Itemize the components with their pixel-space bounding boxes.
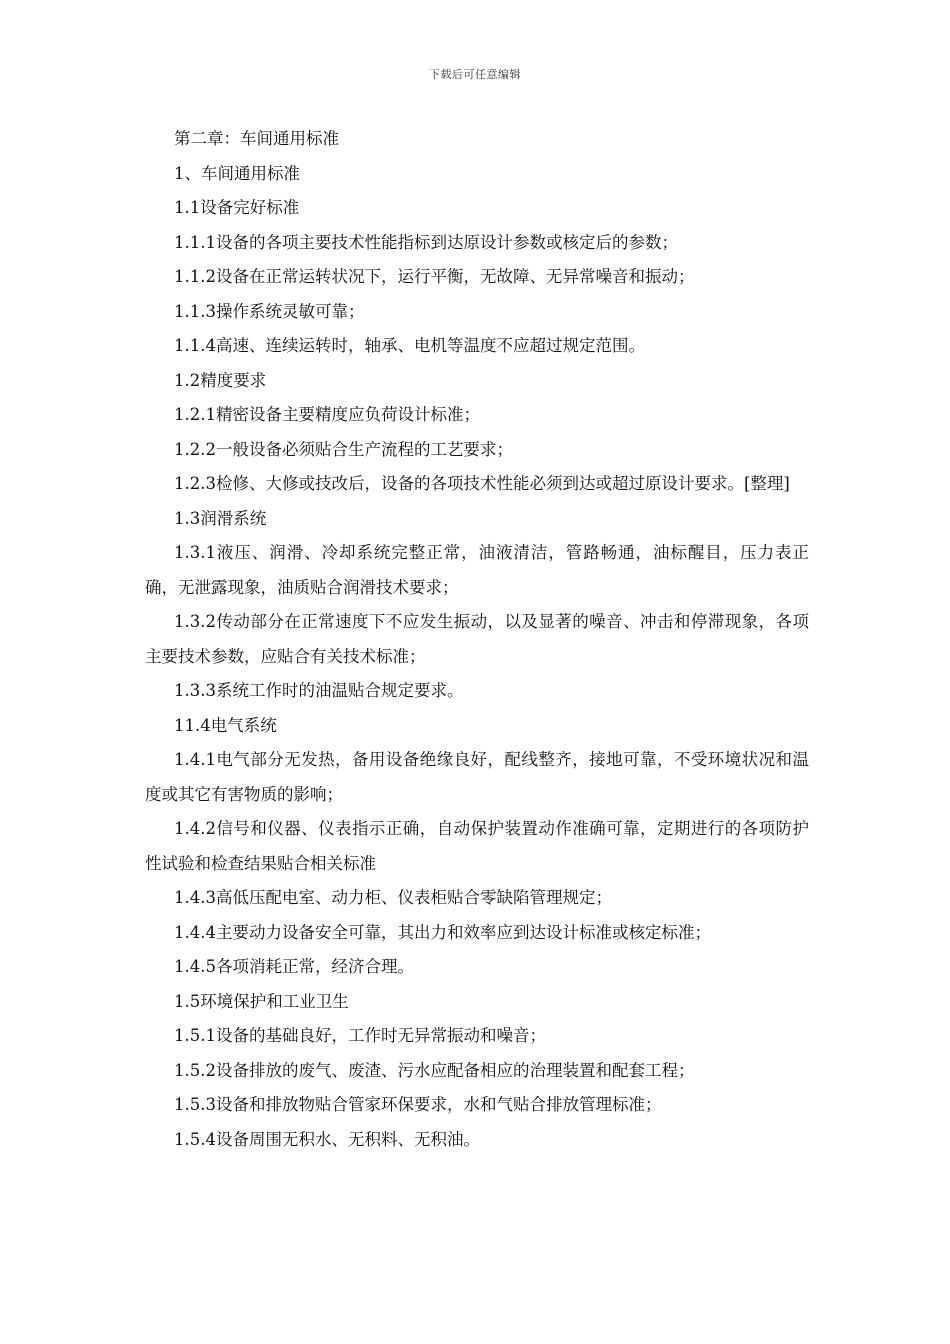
list-item: 1.3.1液压、润滑、冷却系统完整正常，油液清洁，管路畅通，油标醒目，压力表正确，无泄露现象，油质贴合润滑技术要求； xyxy=(145,543,809,597)
list-item: 1.1.2设备在正常运转状况下，运行平衡，无故障、无异常噪音和振动； xyxy=(174,267,695,286)
subsection-heading: 11.4电气系统 xyxy=(174,715,277,735)
list-item: 1.4.5各项消耗正常，经济合理。 xyxy=(174,957,414,976)
list-item: 1.1.4高速、连续运转时，轴承、电机等温度不应超过规定范围。 xyxy=(174,336,645,355)
list-item: 1.5.4设备周围无积水、无积料、无积油。 xyxy=(174,1129,480,1149)
list-item: 1.5.3设备和排放物贴合管家环保要求，水和气贴合排放管理标准； xyxy=(174,1095,662,1114)
list-item: 1.2.3检修、大修或技改后，设备的各项技术性能必须到达或超过原设计要求。[整理] xyxy=(174,474,790,493)
list-item: 1.2.1精密设备主要精度应负荷设计标准； xyxy=(174,405,480,424)
list-item: 1.5.2设备排放的废气、废渣、污水应配备相应的治理装置和配套工程； xyxy=(174,1060,695,1080)
list-item: 1.4.2信号和仪器、仪表指示正确，自动保护装置动作准确可靠，定期进行的各项防护性试验和检查结果贴合相关标准 xyxy=(145,819,809,873)
list-item: 1.1.3操作系统灵敏可靠； xyxy=(174,301,365,321)
section-heading: 1、车间通用标准 xyxy=(174,163,300,183)
list-item: 1.5.1设备的基础良好，工作时无异常振动和噪音； xyxy=(174,1026,546,1045)
list-item: 1.3.3系统工作时的油温贴合规定要求。 xyxy=(174,681,464,700)
page-header: 下载后可任意编辑 xyxy=(429,68,521,81)
subsection-heading: 1.5环境保护和工业卫生 xyxy=(174,991,349,1011)
subsection-heading: 1.2精度要求 xyxy=(174,370,267,390)
list-item: 1.4.1电气部分无发热，备用设备绝缘良好，配线整齐，接地可靠，不受环境状况和温度或其它有害物质的影响； xyxy=(145,750,809,804)
list-item: 1.4.4主要动力设备安全可靠，其出力和效率应到达设计标准或核定标准； xyxy=(174,922,711,942)
document-body xyxy=(145,122,809,1157)
list-item: 1.4.3高低压配电室、动力柜、仪表柜贴合零缺陷管理规定； xyxy=(174,888,612,907)
chapter-title: 第二章：车间通用标准 xyxy=(174,129,339,148)
subsection-heading: 1.1设备完好标准 xyxy=(174,198,300,217)
list-item: 1.1.1设备的各项主要技术性能指标到达原设计参数或核定后的参数； xyxy=(174,232,678,252)
list-item: 1.3.2传动部分在正常速度下不应发生振动，以及显著的噪音、冲击和停滞现象，各项主要技术参数，应贴合有关技术标准； xyxy=(145,612,809,666)
subsection-heading: 1.3润滑系统 xyxy=(174,508,267,528)
list-item: 1.2.2一般设备必须贴合生产流程的工艺要求； xyxy=(174,439,513,459)
